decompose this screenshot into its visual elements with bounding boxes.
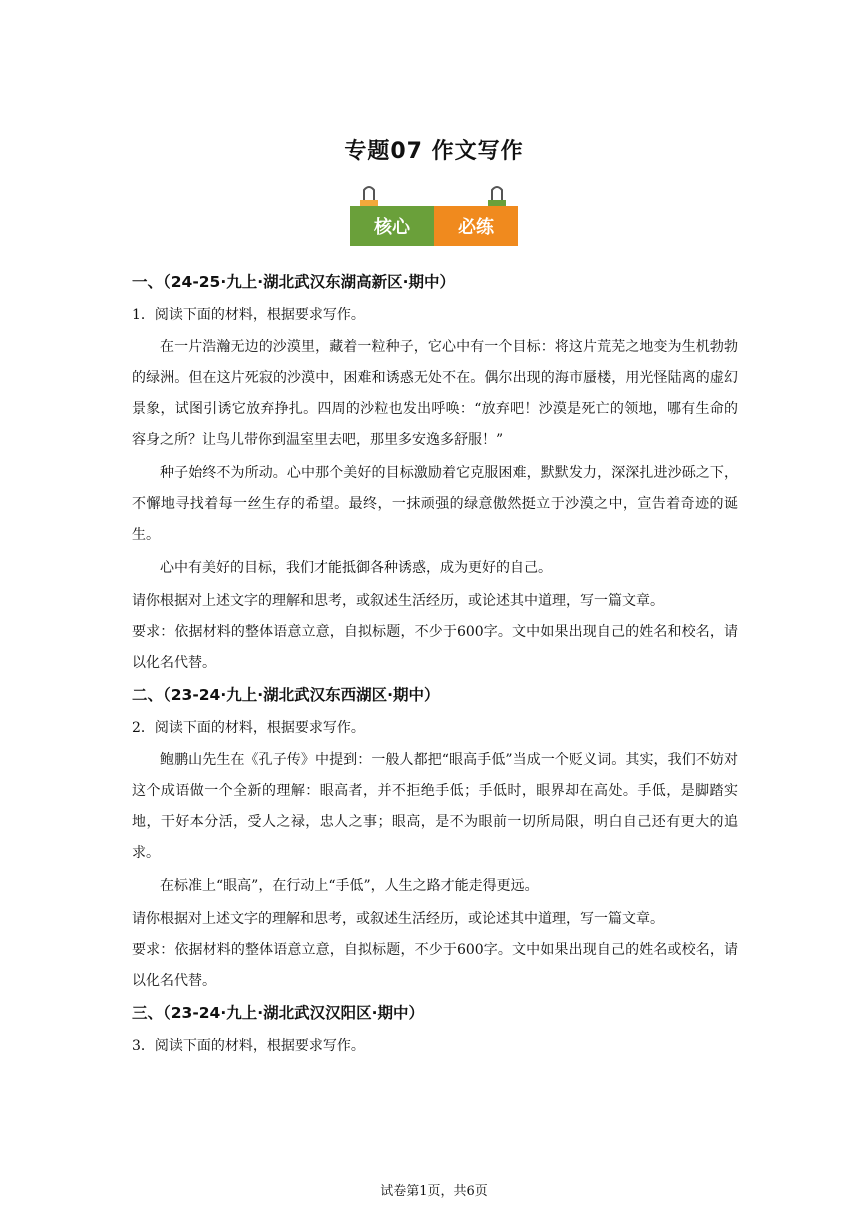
section-heading: 二、（23-24·九上·湖北武汉东西湖区·期中） xyxy=(132,686,440,704)
section-2 xyxy=(132,679,738,997)
question-prompt: 2．阅读下面的材料，根据要求写作。 xyxy=(132,720,365,736)
section-heading: 三、（23-24·九上·湖北武汉汉阳区·期中） xyxy=(132,1004,424,1022)
material-paragraph: 鲍鹏山先生在《孔子传》中提到：一般人都把“眼高手低”当成一个贬义词。其实，我们不妨对这个成语做一个全新的理解：眼高者，并不拒绝手低；手低时，眼界却在高处。手低，是脚踏实地，干好本分活，受人之禄，忠人之事；眼高，是不为眼前一切所局限，明白自己还有更大的追求。 xyxy=(132,752,738,861)
writing-requirement: 要求：依据材料的整体语意立意，自拟标题，不少于600字。文中如果出现自己的姓名或校名，请以化名代替。 xyxy=(132,942,738,989)
page-footer: 试卷第1页，共6页 xyxy=(380,1184,488,1199)
section-1 xyxy=(132,266,738,679)
document-body xyxy=(132,266,738,1063)
material-paragraph: 种子始终不为所动。心中那个美好的目标激励着它克服困难，默默发力，深深扎进沙砾之下，不懈地寻找着每一丝生存的希望。最终，一抹顽强的绿意傲然挺立于沙漠之中，宣告着奇迹的诞生。 xyxy=(132,465,738,543)
writing-instruction: 请你根据对上述文字的理解和思考，或叙述生活经历，或论述其中道理，写一篇文章。 xyxy=(132,593,664,609)
page-title: 专题07 作文写作 xyxy=(344,139,524,164)
section-3 xyxy=(132,997,738,1063)
material-paragraph: 心中有美好的目标，我们才能抵御各种诱惑，成为更好的自己。 xyxy=(160,560,552,576)
question-prompt: 1．阅读下面的材料，根据要求写作。 xyxy=(132,307,365,323)
section-heading: 一、（24-25·九上·湖北武汉东湖高新区·期中） xyxy=(132,273,455,291)
badge-core-label: 核心 xyxy=(350,206,434,246)
question-prompt: 3．阅读下面的材料，根据要求写作。 xyxy=(132,1038,365,1054)
core-practice-badge xyxy=(350,186,518,248)
material-paragraph: 在标准上“眼高”，在行动上“手低”，人生之路才能走得更远。 xyxy=(160,878,539,894)
writing-requirement: 要求：依据材料的整体语意立意，自拟标题，不少于600字。文中如果出现自己的姓名和校名，请以化名代替。 xyxy=(132,624,738,671)
writing-instruction: 请你根据对上述文字的理解和思考，或叙述生活经历，或论述其中道理，写一篇文章。 xyxy=(132,911,664,927)
material-paragraph: 在一片浩瀚无边的沙漠里，藏着一粒种子，它心中有一个目标：将这片荒芜之地变为生机勃勃的绿洲。但在这片死寂的沙漠中，困难和诱惑无处不在。偶尔出现的海市蜃楼，用光怪陆离的虚幻景象，试图引诱它放弃挣扎。四周的沙粒也发出呼唤：“放弃吧！沙漠是死亡的领地，哪有生命的容身之所？让鸟儿带你到温室里去吧，那里多安逸多舒服！” xyxy=(132,339,738,448)
badge-practice-label: 必练 xyxy=(434,206,518,246)
